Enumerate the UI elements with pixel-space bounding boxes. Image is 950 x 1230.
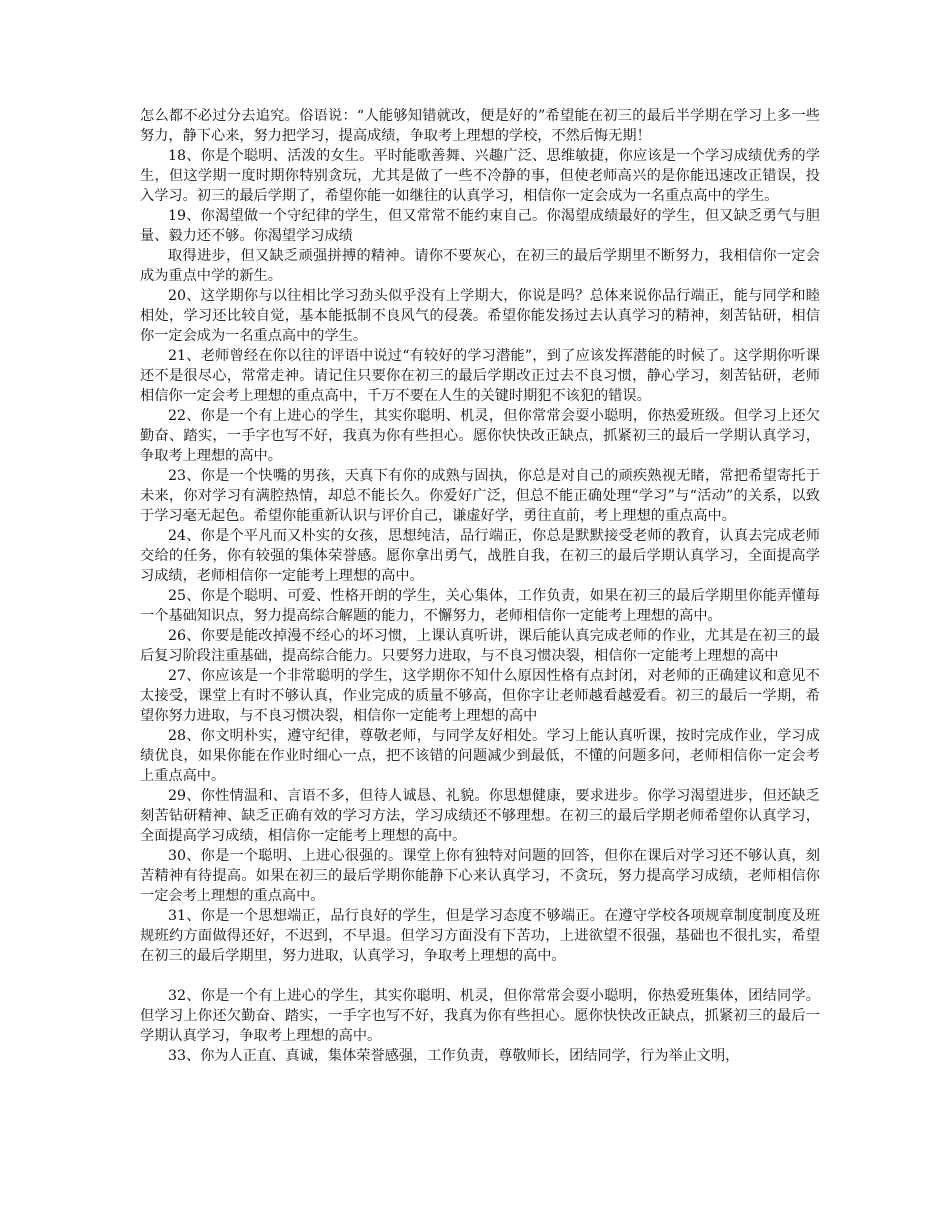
document-body bbox=[140, 106, 820, 1066]
paragraph-27: 27、你应该是一个非常聪明的学生，这学期你不知什么原因性格有点封闭，对老师的正确建议和意见不太接受，课堂上有时不够认真，作业完成的质量不够高，但你字让老师越看越爱看。初三的最后一学期，希望你努力进取，与不良习惯决裂，相信你一定能考上理想的高中 bbox=[140, 668, 820, 724]
paragraph-spacer bbox=[140, 966, 820, 986]
paragraph-31: 31、你是一个思想端正，品行良好的学生，但是学习态度不够端正。在遵守学校各项规章制度制度及班规班约方面做得还好，不迟到，不早退。但学习方面没有下苦功，上进欲望不很强，基础也不很扎实，希望在初三的最后学期里，努力进取，认真学习，争取考上理想的高中。 bbox=[140, 908, 820, 964]
paragraph-32: 32、你是一个有上进心的学生，其实你聪明、机灵，但你常常会耍小聪明，你热爱班集体，团结同学。但学习上你还欠勤奋、踏实，一手字也写不好，我真为你有些担心。愿你快快改正缺点，抓紧初三的最后一学期认真学习，争取考上理想的高中。 bbox=[140, 988, 820, 1044]
paragraph-25: 25、你是个聪明、可爱、性格开朗的学生，关心集体，工作负责，如果在初三的最后学期里你能弄懂每一个基础知识点，努力提高综合解题的能力，不懈努力，老师相信你一定能考上理想的高中。 bbox=[140, 588, 820, 624]
paragraph-23: 23、你是一个快嘴的男孩，天真下有你的成熟与固执，你总是对自己的顽疾熟视无睹，常把希望寄托于未来，你对学习有满腔热情，却总不能长久。你爱好广泛，但总不能正确处理“学习”与“活动”的关系，以致于学习毫无起色。希望你能重新认识与评价自己，谦虚好学，勇往直前，考上理想的重点高中。 bbox=[140, 468, 820, 524]
paragraph-28: 28、你文明朴实，遵守纪律，尊敬老师，与同学友好相处。学习上能认真听课，按时完成作业，学习成绩优良，如果你能在作业时细心一点，把不该错的问题减少到最低，不懂的问题多问，老师相信你一定会考上重点高中。 bbox=[140, 728, 820, 784]
paragraph-19: 19、你渴望做一个守纪律的学生，但又常常不能约束自己。你渴望成绩最好的学生，但又缺乏勇气与胆量、毅力还不够。你渴望学习成绩 bbox=[140, 208, 820, 244]
paragraph-intro: 怎么都不必过分去追究。俗语说：“人能够知错就改，便是好的”希望能在初三的最后半学期在学习上多一些努力，静下心来，努力把学习，提高成绩，争取考上理想的学校，不然后悔无期！ bbox=[140, 108, 820, 144]
paragraph-33: 33、你为人正直、真诚，集体荣誉感强，工作负责，尊敬师长，团结同学，行为举止文明， bbox=[168, 1048, 740, 1064]
paragraph-29: 29、你性情温和、言语不多，但待人诚恳、礼貌。你思想健康，要求进步。你学习渴望进步，但还缺乏刻苦钻研精神、缺乏正确有效的学习方法，学习成绩还不够理想。在初三的最后学期老师希望你认真学习，全面提高学习成绩，相信你一定能考上理想的高中。 bbox=[140, 788, 820, 844]
paragraph-30: 30、你是一个聪明、上进心很强的。课堂上你有独特对问题的回答，但你在课后对学习还不够认真，刻苦精神有待提高。如果在初三的最后学期你能静下心来认真学习，不贪玩，努力提高学习成绩，老师相信你一定会考上理想的重点高中。 bbox=[140, 848, 820, 904]
paragraph-20: 20、这学期你与以往相比学习劲头似乎没有上学期大，你说是吗？总体来说你品行端正，能与同学和睦相处，学习还比较自觉，基本能抵制不良风气的侵袭。希望你能发扬过去认真学习的精神，刻苦钻研，相信你一定会成为一名重点高中的学生。 bbox=[140, 288, 820, 344]
paragraph-26: 26、你要是能改掉漫不经心的坏习惯，上课认真听讲，课后能认真完成老师的作业，尤其是在初三的最后复习阶段注重基础，提高综合能力。只要努力进取，与不良习惯决裂，相信你一定能考上理想的高中 bbox=[140, 628, 820, 664]
paragraph-22: 22、你是一个有上进心的学生，其实你聪明、机灵，但你常常会耍小聪明，你热爱班级。但学习上还欠勤奋、踏实，一手字也写不好，我真为你有些担心。愿你快快改正缺点，抓紧初三的最后一学期认真学习，争取考上理想的高中。 bbox=[140, 408, 820, 464]
paragraph-18: 18、你是个聪明、活泼的女生。平时能歌善舞、兴趣广泛、思维敏捷，你应该是一个学习成绩优秀的学生，但这学期一度时期你特别贪玩，尤其是做了一些不冷静的事，但使老师高兴的是你能迅速改正错误，投入学习。初三的最后学期了，希望你能一如继往的认真学习，相信你一定会成为一名重点高中的学生。 bbox=[140, 148, 820, 204]
paragraph-21: 21、老师曾经在你以往的评语中说过“有较好的学习潜能”，到了应该发挥潜能的时候了。这学期你听课还不是很尽心，常常走神。请记住只要你在初三的最后学期改正过去不良习惯，静心学习，刻苦钻研，老师相信你一定会考上理想的重点高中，千万不要在人生的关键时期犯不该犯的错误。 bbox=[140, 348, 820, 404]
paragraph-19-continued: 取得进步，但又缺乏顽强拼搏的精神。请你不要灰心，在初三的最后学期里不断努力，我相信你一定会成为重点中学的新生。 bbox=[140, 248, 820, 284]
paragraph-24: 24、你是个平凡而又朴实的女孩，思想纯洁，品行端正，你总是默默接受老师的教育，认真去完成老师交给的任务，你有较强的集体荣誉感。愿你拿出勇气，战胜自我，在初三的最后学期认真学习，全面提高学习成绩，老师相信你一定能考上理想的高中。 bbox=[140, 528, 820, 584]
